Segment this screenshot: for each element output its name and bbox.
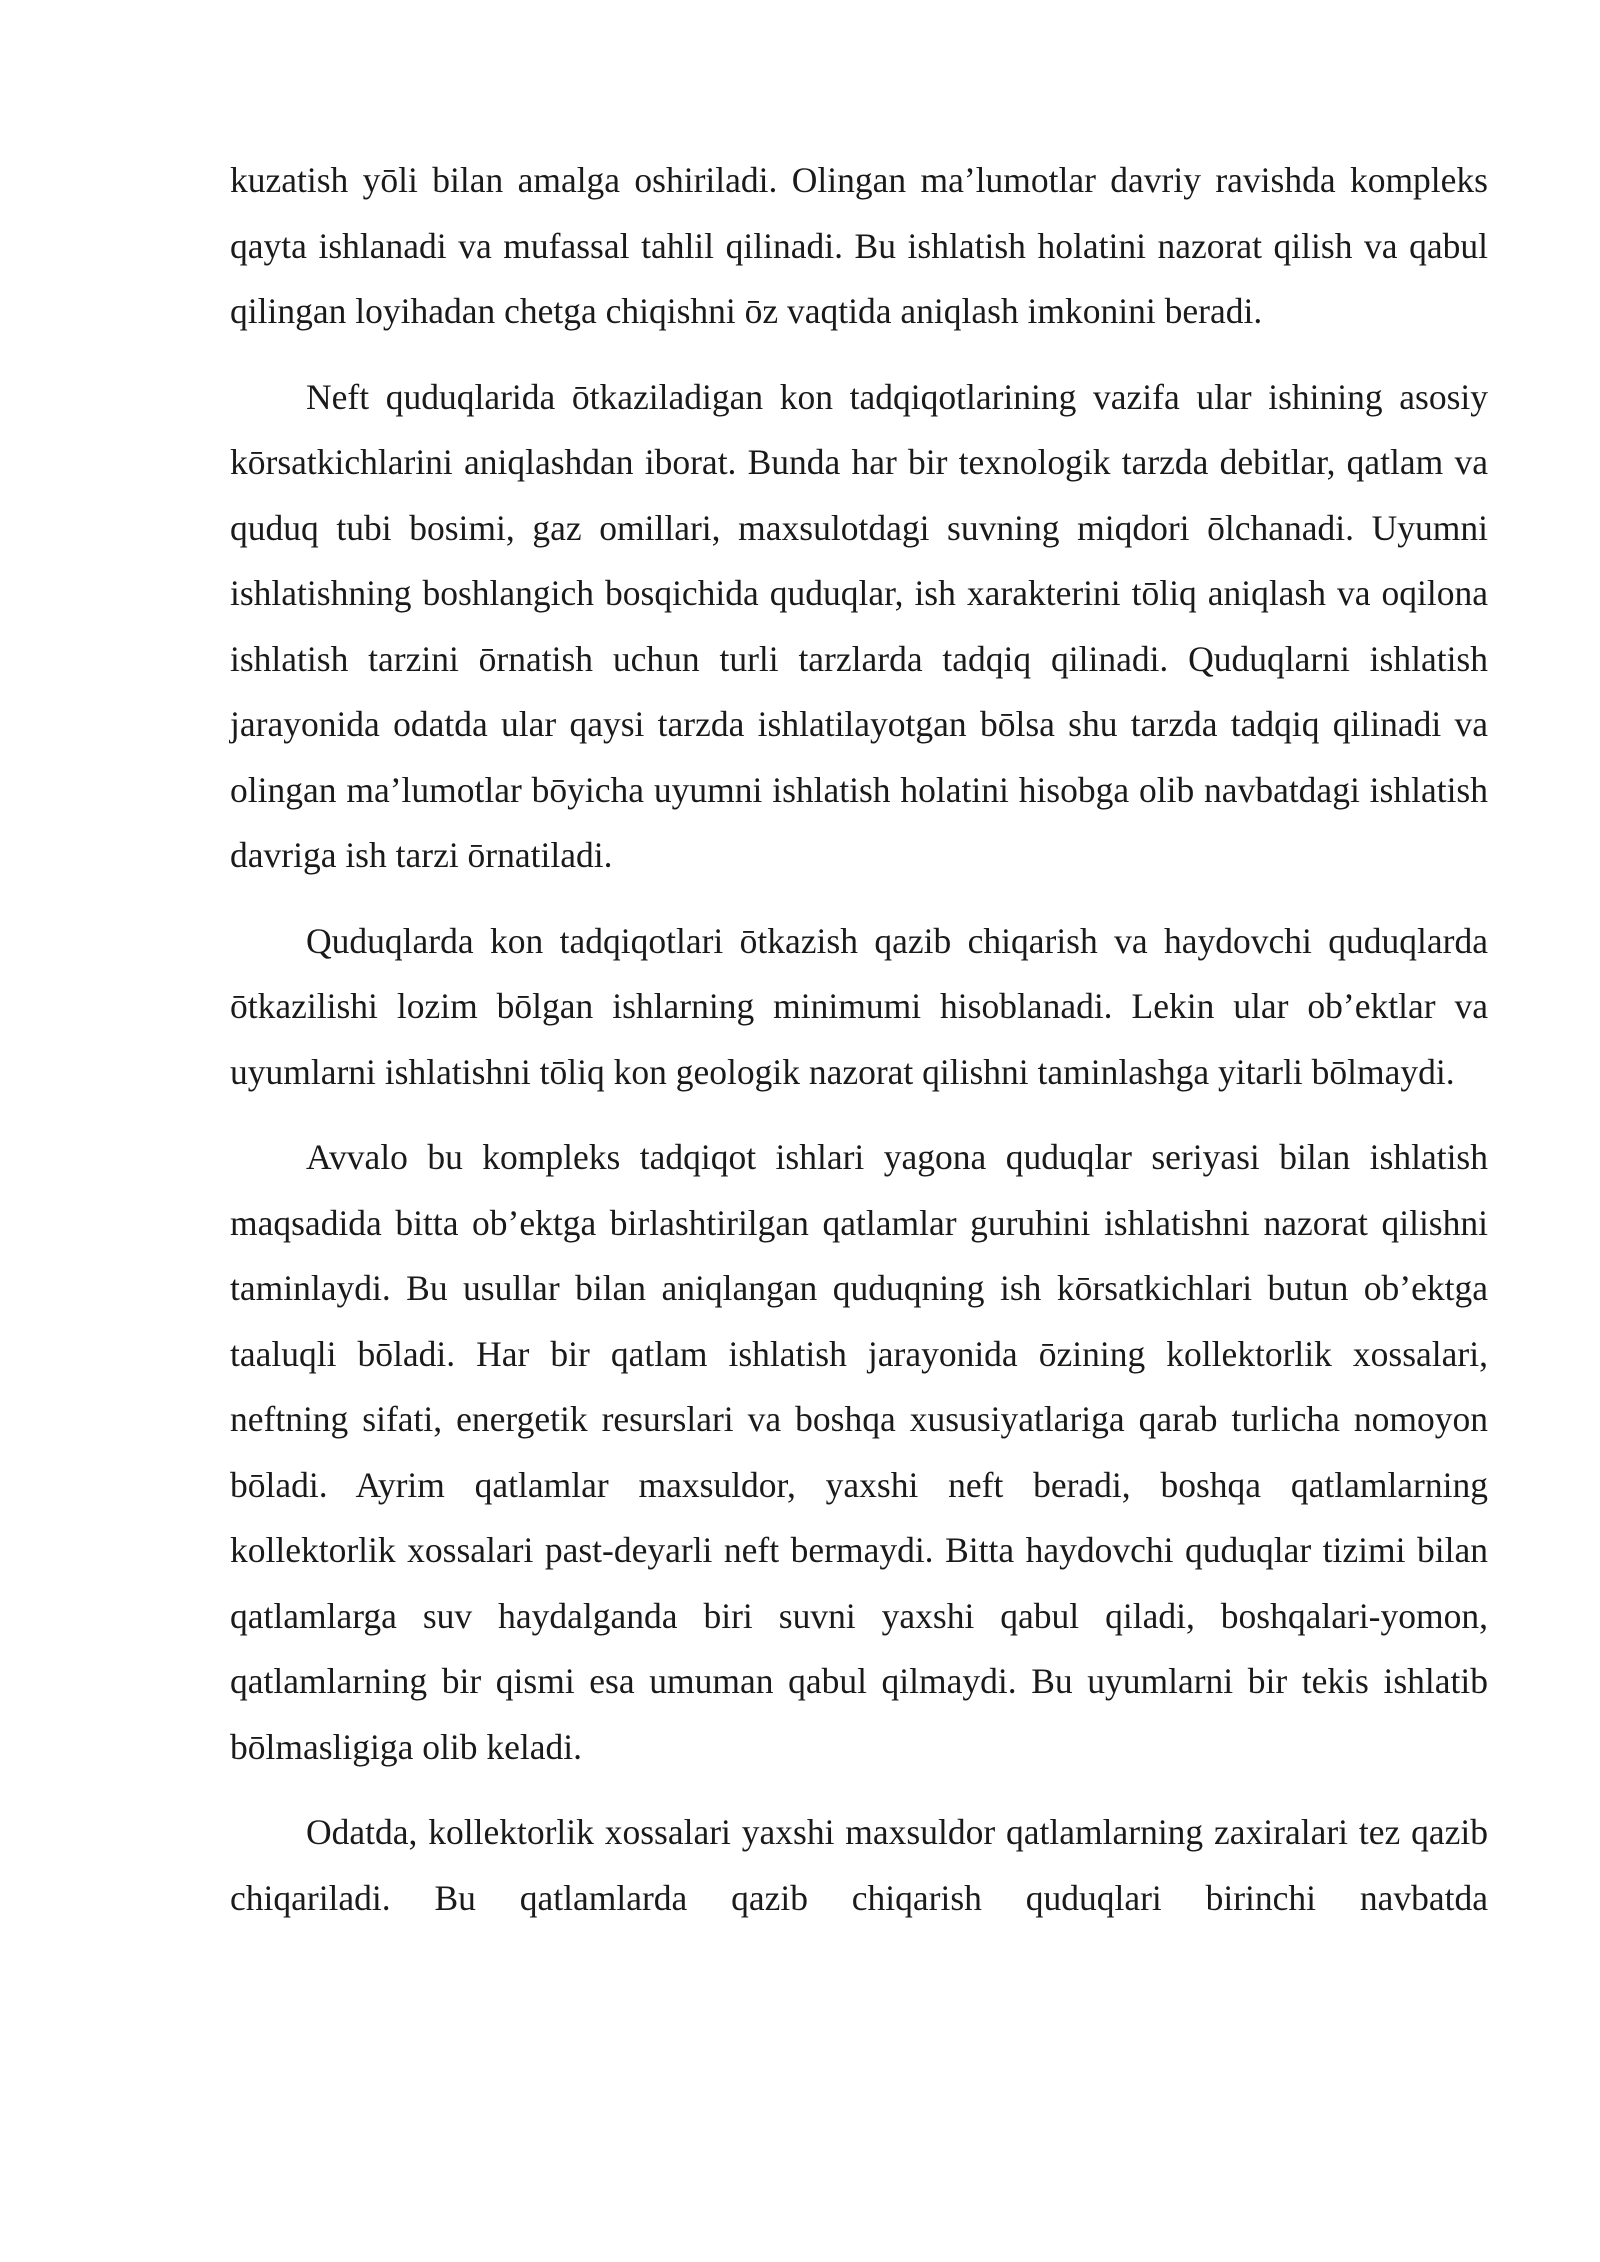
paragraph-3: Quduqlarda kon tadqiqotlari ōtkazish qazib chiqarish va haydovchi quduqlarda ōtkazilishi lozim bōlgan ishlarning minimumi hisoblanadi. Lekin ular ob’ektlar va uyumlarni ishlatishni tōliq kon geologik nazorat qilishni taminlashga yitarli bōlmaydi. [230,920,1488,1092]
paragraph-5: Odatda, kollektorlik xossalari yaxshi maxsuldor qatlamlarning zaxiralari tez qazib chiqariladi. Bu qatlamlarda qazib chiqarish quduqlari birinchi navbatda [230,1812,1488,1918]
paragraph-2: Neft quduqlarida ōtkaziladigan kon tadqiqotlarining vazifa ular ishining asosiy kōrsatkichlarini aniqlashdan iborat. Bunda har bir texnologik tarzda debitlar, qatlam va quduq tubi bosimi, gaz omillari, maxsulotdagi suvning miqdori ōlchanadi. Uyumni ishlatishning boshlangich bosqichida quduqlar, ish xarakterini tōliq aniqlash va oqilona ishlatish tarzini ōrnatish uchun turli tarzlarda tadqiq qilinadi. Quduqlarni ishlatish jarayonida odatda ular qaysi tarzda ishlatilayotgan bōlsa shu tarzda tadqiq qilinadi va olingan ma’lumotlar bōyicha uyumni ishlatish holatini hisobga olib navbatdagi ishlatish davriga ish tarzi ōrnatiladi. [230,376,1488,875]
document-page [230,148,1488,1931]
paragraph-4: Avvalo bu kompleks tadqiqot ishlari yagona quduqlar seriyasi bilan ishlatish maqsadida bitta ob’ektga birlashtirilgan qatlamlar guruhini ishlatishni nazorat qilishni taminlaydi. Bu usullar bilan aniqlangan quduqning ish kōrsatkichlari butun ob’ektga taaluqli bōladi. Har bir qatlam ishlatish jarayonida ōzining kollektorlik xossalari, neftning sifati, energetik resurslari va boshqa xususiyatlariga qarab turlicha nomoyon bōladi. Ayrim qatlamlar maxsuldor, yaxshi neft beradi, boshqa qatlamlarning kollektorlik xossalari past-deyarli neft bermaydi. Bitta haydovchi quduqlar tizimi bilan qatlamlarga suv haydalganda biri suvni yaxshi qabul qiladi, boshqalari-yomon, qatlamlarning bir qismi esa umuman qabul qilmaydi. Bu uyumlarni bir tekis ishlatib bōlmasligiga olib keladi. [230,1137,1488,1767]
paragraph-1: kuzatish yōli bilan amalga oshiriladi. Olingan ma’lumotlar davriy ravishda kompleks qayta ishlanadi va mufassal tahlil qilinadi. Bu ishlatish holatini nazorat qilish va qabul qilingan loyihadan chetga chiqishni ōz vaqtida aniqlash imkonini beradi. [230,160,1488,331]
